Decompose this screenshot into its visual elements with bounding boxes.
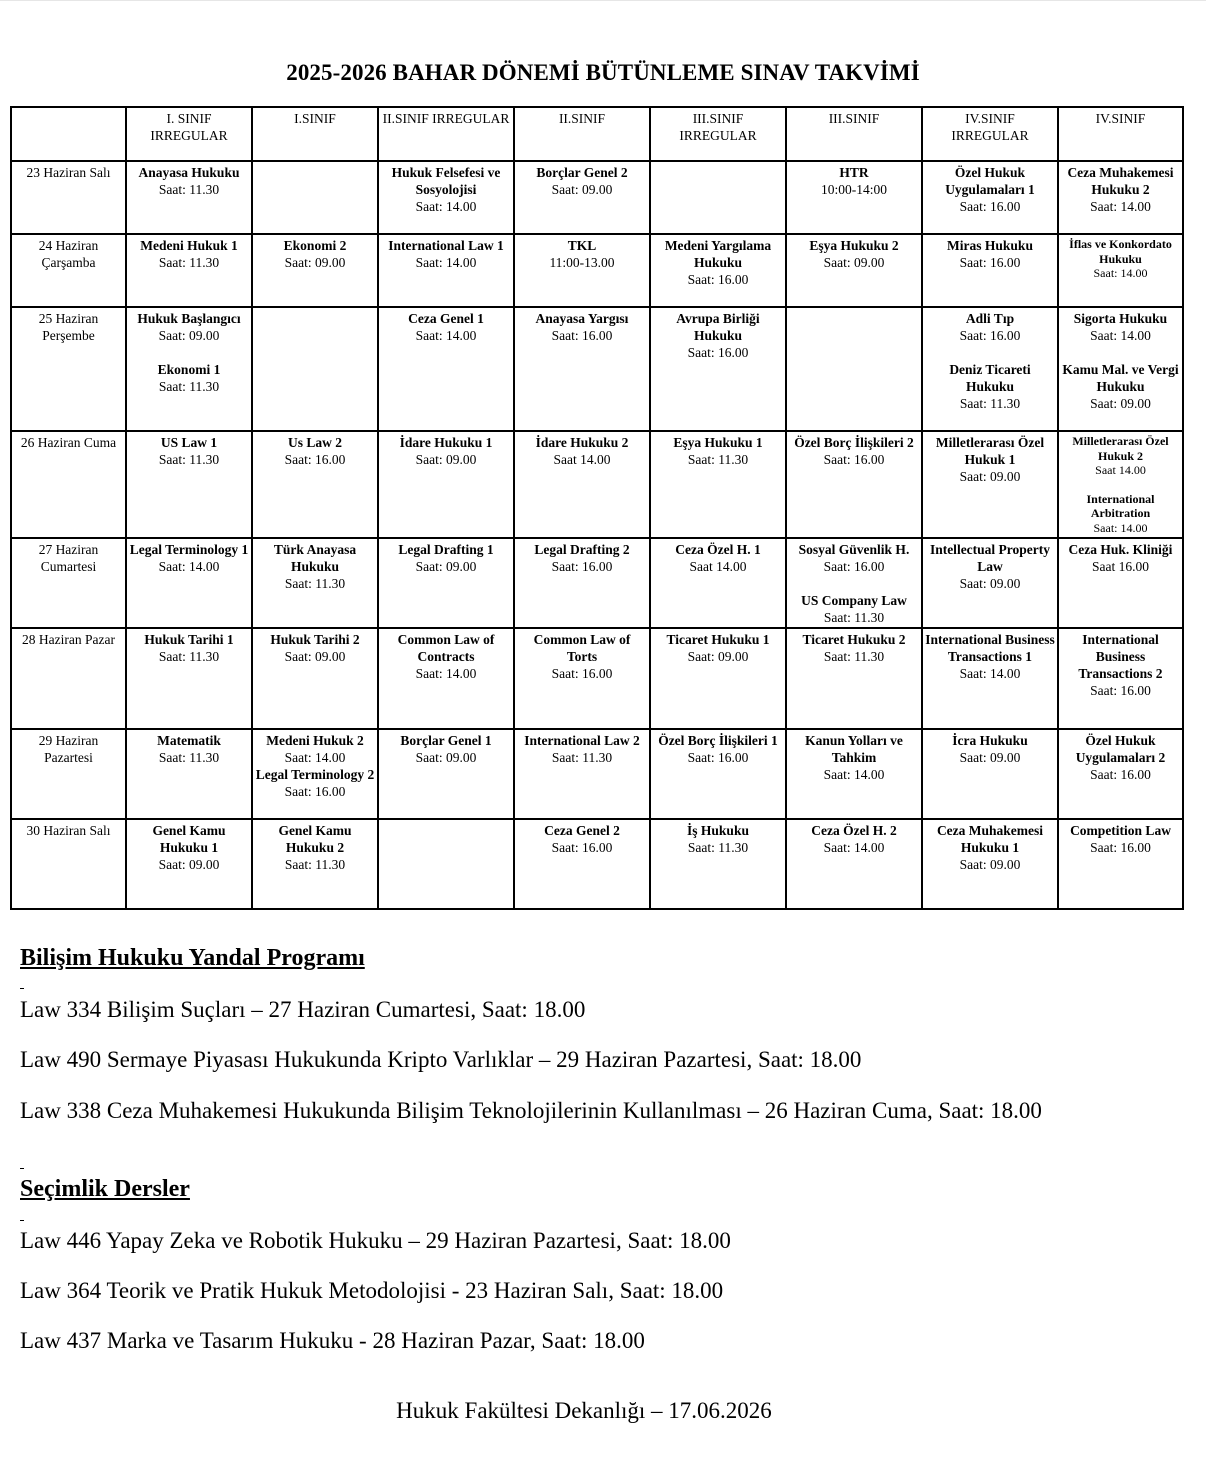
exam-time: Saat: 11.30 — [823, 610, 885, 625]
exam-course-name: Legal Terminology 1 — [129, 542, 249, 557]
exam-cell — [252, 729, 378, 819]
exam-course-name: Özel Hukuk Uygulamaları 1 — [945, 165, 1035, 197]
exam-course-name: HTR — [839, 165, 869, 180]
exam-time: Saat: 11.30 — [823, 649, 885, 664]
exam-course-name: İdare Hukuku 1 — [399, 435, 493, 450]
exam-course-name: Ceza Huk. Kliniği — [1068, 542, 1173, 557]
exam-cell — [650, 431, 786, 538]
exam-time: Saat: 09.00 — [284, 649, 346, 664]
schedule-row — [11, 431, 1183, 538]
exam-time: Saat 16.00 — [1092, 559, 1149, 574]
exam-course-name: Medeni Hukuk 1 — [140, 238, 238, 253]
exam-cell — [252, 161, 378, 234]
exam-course-name: International Law 2 — [524, 733, 640, 748]
exam-cell — [650, 538, 786, 628]
exam-time: Saat: 09.00 — [959, 576, 1021, 591]
exam-course-name: Ceza Genel 1 — [408, 311, 484, 326]
exam-cell — [650, 729, 786, 819]
exam-course-name: Medeni Hukuk 2 — [266, 733, 364, 748]
bilisim-course-1: Law 334 Bilişim Suçları – 27 Haziran Cumartesi, Saat: 18.00 — [20, 997, 586, 1022]
exam-cell — [1058, 234, 1183, 307]
exam-time: Saat: 11.30 — [158, 379, 220, 394]
column-header: IV.SINIF IRREGULAR — [922, 107, 1058, 161]
exam-course-name: Medeni Yargılama Hukuku — [664, 238, 772, 270]
exam-cell — [514, 819, 650, 909]
exam-cell — [378, 234, 514, 307]
exam-cell — [650, 307, 786, 431]
exam-time: Saat: 16.00 — [1090, 767, 1151, 782]
exam-course-name: Ceza Genel 2 — [544, 823, 620, 838]
exam-time: 10:00-14:00 — [821, 182, 887, 197]
exam-time: Saat: 14.00 — [415, 666, 477, 681]
secimlik-course-3: Law 437 Marka ve Tasarım Hukuku - 28 Haziran Pazar, Saat: 18.00 — [20, 1328, 645, 1353]
top-divider — [0, 0, 1206, 1]
exam-course-name: TKL — [567, 238, 597, 253]
exam-course-name: US Company Law — [801, 593, 907, 608]
exam-cell — [126, 234, 252, 307]
exam-course-name: Özel Hukuk Uygulamaları 2 — [1075, 733, 1166, 765]
day-label: 24 Haziran Çarşamba — [11, 234, 126, 307]
header-row — [11, 107, 1183, 161]
exam-time: Saat 14.00 — [689, 559, 747, 574]
exam-time: Saat: 16.00 — [687, 345, 749, 360]
day-label: 28 Haziran Pazar — [11, 628, 126, 729]
exam-cell — [514, 307, 650, 431]
exam-time: Saat: 14.00 — [1090, 199, 1151, 214]
exam-cell — [786, 819, 922, 909]
exam-time: Saat: 16.00 — [959, 255, 1021, 270]
spacer-mark — [20, 988, 24, 989]
exam-course-name: Kamu Mal. ve Vergi Hukuku — [1062, 362, 1179, 394]
exam-cell — [650, 819, 786, 909]
exam-course-name: Genel Kamu Hukuku 2 — [278, 823, 352, 855]
exam-time: Saat: 16.00 — [1090, 683, 1151, 698]
bilisim-course-3: Law 338 Ceza Muhakemesi Hukukunda Bilişim Teknolojilerinin Kullanılması – 26 Haziran Cuma, Saat: 18.00 — [20, 1098, 1042, 1123]
exam-cell — [786, 538, 922, 628]
exam-cell — [786, 628, 922, 729]
exam-time: Saat: 16.00 — [1090, 840, 1151, 855]
exam-time: Saat: 09.00 — [959, 750, 1021, 765]
exam-time: Saat: 16.00 — [959, 328, 1021, 343]
exam-time: Saat: 14.00 — [1093, 266, 1148, 280]
exam-course-name: Ticaret Hukuku 2 — [802, 632, 906, 647]
exam-cell — [378, 431, 514, 538]
exam-time: Saat: 09.00 — [959, 469, 1021, 484]
exam-time: Saat: 11.30 — [158, 750, 220, 765]
exam-course-name: International Business Transactions 1 — [925, 632, 1055, 664]
exam-course-name: Hukuk Başlangıcı — [137, 311, 241, 326]
exam-time: Saat: 09.00 — [415, 559, 477, 574]
exam-time: Saat: 11.30 — [284, 857, 346, 872]
exam-cell — [786, 307, 922, 431]
exam-cell — [514, 538, 650, 628]
exam-course-name: Milletlerarası Özel Hukuk 1 — [935, 435, 1045, 467]
exam-course-name: İdare Hukuku 2 — [535, 435, 629, 450]
schedule-row — [11, 161, 1183, 234]
exam-cell — [922, 729, 1058, 819]
exam-course-name: Türk Anayasa Hukuku — [273, 542, 357, 574]
exam-cell — [1058, 307, 1183, 431]
exam-cell — [514, 234, 650, 307]
exam-course-name: Hukuk Tarihi 1 — [144, 632, 234, 647]
exam-course-name: Competition Law — [1070, 823, 1171, 838]
exam-cell — [650, 234, 786, 307]
exam-cell — [252, 234, 378, 307]
exam-cell — [514, 161, 650, 234]
exam-course-name: Miras Hukuku — [947, 238, 1033, 253]
exam-cell — [1058, 538, 1183, 628]
exam-time: Saat: 14.00 — [1093, 520, 1148, 535]
bilisim-course-2: Law 490 Sermaye Piyasası Hukukunda Kripto Varlıklar – 29 Haziran Pazartesi, Saat: 18.00 — [20, 1047, 862, 1072]
schedule-row — [11, 819, 1183, 909]
column-header: II.SINIF — [514, 107, 650, 161]
exam-course-name: Sosyal Güvenlik H. — [798, 542, 910, 557]
exam-cell — [252, 628, 378, 729]
exam-course-name: Eşya Hukuku 1 — [673, 435, 763, 450]
exam-cell — [378, 161, 514, 234]
exam-course-name: Avrupa Birliği Hukuku — [676, 311, 760, 343]
exam-course-name: Legal Terminology 2 — [255, 767, 375, 782]
exam-time: Saat: 14.00 — [1090, 328, 1151, 343]
exam-time: Saat: 11.30 — [158, 649, 220, 664]
exam-time: Saat: 14.00 — [959, 666, 1021, 681]
exam-course-name: İflas ve Konkordato Hukuku — [1069, 237, 1172, 266]
exam-time: Saat: 09.00 — [959, 857, 1021, 872]
column-header: III.SINIF — [786, 107, 922, 161]
exam-time: Saat: 16.00 — [284, 452, 346, 467]
exam-course-name: Ticaret Hukuku 1 — [666, 632, 770, 647]
exam-time: Saat: 09.00 — [551, 182, 613, 197]
document-title: 2025-2026 BAHAR DÖNEMİ BÜTÜNLEME SINAV TAKVİMİ — [286, 60, 920, 85]
secimlik-course-1: Law 446 Yapay Zeka ve Robotik Hukuku – 29 Haziran Pazartesi, Saat: 18.00 — [20, 1228, 731, 1253]
exam-cell — [252, 538, 378, 628]
exam-course-name: Ekonomi 2 — [283, 238, 347, 253]
exam-time: Saat: 11.30 — [687, 452, 749, 467]
spacer-mark — [20, 1220, 24, 1221]
exam-time: Saat: 16.00 — [551, 559, 613, 574]
exam-time: Saat: 14.00 — [415, 328, 477, 343]
header-corner — [11, 107, 126, 161]
exam-course-name: Hukuk Felsefesi ve Sosyolojisi — [391, 165, 501, 197]
exam-course-name: Legal Drafting 1 — [398, 542, 494, 557]
exam-time: Saat: 09.00 — [415, 452, 477, 467]
exam-course-name: International Arbitration — [1086, 491, 1155, 520]
section-title-secimlik: Seçimlik Dersler — [20, 1176, 190, 1202]
exam-cell — [786, 161, 922, 234]
exam-course-name: Anayasa Hukuku — [138, 165, 240, 180]
exam-cell — [1058, 819, 1183, 909]
exam-time: Saat: 09.00 — [823, 255, 885, 270]
exam-cell — [252, 431, 378, 538]
exam-cell — [514, 431, 650, 538]
exam-cell — [514, 729, 650, 819]
exam-time: Saat: 11.30 — [158, 255, 220, 270]
exam-course-name: Ekonomi 1 — [157, 362, 221, 377]
exam-course-name: Borçlar Genel 2 — [536, 165, 628, 180]
exam-cell — [786, 234, 922, 307]
exam-cell — [378, 307, 514, 431]
exam-time: Saat: 14.00 — [284, 750, 346, 765]
exam-time: Saat: 16.00 — [823, 559, 885, 574]
exam-cell — [922, 161, 1058, 234]
exam-time: Saat: 14.00 — [415, 199, 477, 214]
exam-course-name: Kanun Yolları ve Tahkim — [805, 733, 903, 765]
exam-cell — [126, 161, 252, 234]
spacer-mark — [20, 1168, 24, 1169]
exam-cell — [922, 538, 1058, 628]
exam-course-name: Anayasa Yargısı — [535, 311, 629, 326]
exam-course-name: İş Hukuku — [687, 823, 749, 838]
exam-time: Saat: 11.30 — [158, 452, 220, 467]
exam-time: Saat: 16.00 — [959, 199, 1021, 214]
schedule-row — [11, 628, 1183, 729]
day-label: 29 Haziran Pazartesi — [11, 729, 126, 819]
section-title-bilisim: Bilişim Hukuku Yandal Programı — [20, 945, 365, 971]
exam-cell — [252, 819, 378, 909]
exam-course-name: Intellectual Property Law — [929, 542, 1051, 574]
exam-cell — [514, 628, 650, 729]
exam-course-name: International Business Transactions 2 — [1078, 632, 1163, 681]
column-header: IV.SINIF — [1058, 107, 1183, 161]
exam-course-name: Ceza Özel H. 1 — [675, 542, 761, 557]
exam-time: Saat: 16.00 — [284, 784, 346, 799]
exam-time: Saat: 11.30 — [551, 750, 613, 765]
schedule-row — [11, 538, 1183, 628]
exam-course-name: Milletlerarası Özel Hukuk 2 — [1072, 434, 1169, 463]
exam-time: Saat: 09.00 — [1090, 396, 1151, 411]
column-header: II.SINIF IRREGULAR — [378, 107, 514, 161]
exam-cell — [1058, 431, 1183, 538]
exam-cell — [922, 819, 1058, 909]
exam-time: Saat: 14.00 — [158, 559, 220, 574]
exam-course-name: Legal Drafting 2 — [534, 542, 630, 557]
schedule-row — [11, 234, 1183, 307]
exam-schedule-table — [10, 106, 1184, 910]
exam-course-name: Ceza Özel H. 2 — [811, 823, 897, 838]
exam-time: 11:00-13.00 — [549, 255, 615, 270]
exam-cell — [786, 729, 922, 819]
day-label: 23 Haziran Salı — [11, 161, 126, 234]
exam-cell — [786, 431, 922, 538]
exam-course-name: İcra Hukuku — [952, 733, 1028, 748]
exam-time: Saat: 16.00 — [551, 666, 613, 681]
exam-cell — [378, 729, 514, 819]
column-header: I. SINIF IRREGULAR — [126, 107, 252, 161]
exam-time: Saat: 14.00 — [823, 840, 885, 855]
schedule-row — [11, 729, 1183, 819]
exam-course-name: Common Law of Torts — [533, 632, 631, 664]
exam-course-name: Eşya Hukuku 2 — [809, 238, 899, 253]
exam-cell — [126, 538, 252, 628]
exam-time: Saat: 14.00 — [823, 767, 885, 782]
exam-time: Saat: 11.30 — [284, 576, 346, 591]
exam-time: Saat: 09.00 — [687, 649, 749, 664]
exam-time: Saat: 16.00 — [551, 328, 613, 343]
exam-course-name: Özel Borç İlişkileri 1 — [658, 733, 778, 748]
exam-cell — [650, 161, 786, 234]
day-label: 26 Haziran Cuma — [11, 431, 126, 538]
exam-time: Saat: 09.00 — [158, 857, 220, 872]
exam-course-name: US Law 1 — [160, 435, 218, 450]
exam-cell — [650, 628, 786, 729]
exam-course-name: Deniz Ticareti Hukuku — [949, 362, 1031, 394]
exam-cell — [922, 234, 1058, 307]
exam-cell — [922, 628, 1058, 729]
exam-time: Saat: 16.00 — [551, 840, 613, 855]
exam-time: Saat: 11.30 — [959, 396, 1021, 411]
exam-course-name: Borçlar Genel 1 — [400, 733, 492, 748]
exam-course-name: Common Law of Contracts — [397, 632, 495, 664]
exam-course-name: International Law 1 — [388, 238, 504, 253]
exam-cell — [126, 431, 252, 538]
exam-time: Saat: 16.00 — [687, 750, 749, 765]
exam-course-name: Özel Borç İlişkileri 2 — [794, 435, 914, 450]
exam-time: Saat: 11.30 — [687, 840, 749, 855]
exam-time: Saat: 09.00 — [158, 328, 220, 343]
exam-cell — [378, 628, 514, 729]
exam-cell — [126, 628, 252, 729]
day-label: 27 Haziran Cumartesi — [11, 538, 126, 628]
exam-cell — [126, 307, 252, 431]
column-header: III.SINIF IRREGULAR — [650, 107, 786, 161]
exam-time: Saat: 09.00 — [415, 750, 477, 765]
exam-cell — [1058, 628, 1183, 729]
day-label: 30 Haziran Salı — [11, 819, 126, 909]
exam-time: Saat: 09.00 — [284, 255, 346, 270]
exam-time: Saat: 16.00 — [687, 272, 749, 287]
footer-signature: Hukuk Fakültesi Dekanlığı – 17.06.2026 — [396, 1398, 772, 1423]
schedule-row — [11, 307, 1183, 431]
exam-time: Saat: 14.00 — [415, 255, 477, 270]
exam-cell — [922, 307, 1058, 431]
exam-time: Saat: 16.00 — [823, 452, 885, 467]
exam-cell — [1058, 161, 1183, 234]
exam-cell — [252, 307, 378, 431]
exam-course-name: Us Law 2 — [287, 435, 342, 450]
exam-course-name: Matematik — [157, 733, 221, 748]
exam-course-name: Ceza Muhakemesi Hukuku 2 — [1067, 165, 1174, 197]
exam-time: Saat 14.00 — [1095, 463, 1146, 477]
exam-course-name: Genel Kamu Hukuku 1 — [152, 823, 226, 855]
secimlik-course-2: Law 364 Teorik ve Pratik Hukuk Metodolojisi - 23 Haziran Salı, Saat: 18.00 — [20, 1278, 724, 1303]
exam-cell — [378, 538, 514, 628]
exam-course-name: Sigorta Hukuku — [1073, 311, 1168, 326]
exam-cell — [126, 729, 252, 819]
exam-cell — [378, 819, 514, 909]
exam-cell — [922, 431, 1058, 538]
exam-course-name: Ceza Muhakemesi Hukuku 1 — [936, 823, 1044, 855]
exam-time: Saat: 11.30 — [158, 182, 220, 197]
column-header: I.SINIF — [252, 107, 378, 161]
exam-cell — [126, 819, 252, 909]
exam-cell — [1058, 729, 1183, 819]
exam-time: Saat 14.00 — [553, 452, 611, 467]
exam-course-name: Adli Tıp — [965, 311, 1015, 326]
day-label: 25 Haziran Perşembe — [11, 307, 126, 431]
exam-course-name: Hukuk Tarihi 2 — [270, 632, 360, 647]
